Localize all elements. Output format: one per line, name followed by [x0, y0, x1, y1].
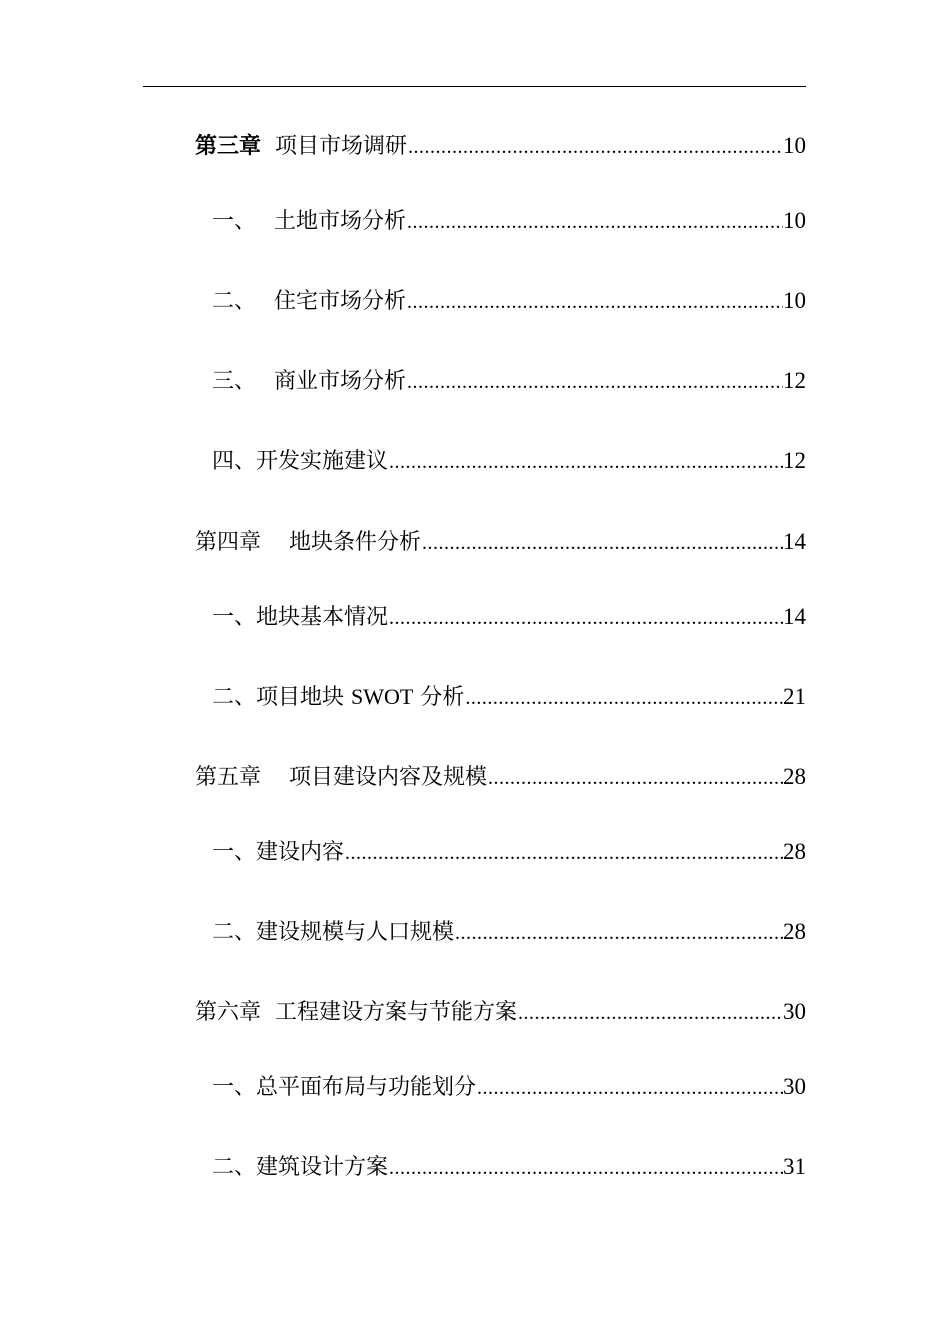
toc-entry-label [212, 371, 406, 393]
section-number: 二、 [212, 685, 257, 710]
section-number: 一、 [212, 840, 257, 865]
toc-section-3-2[interactable] [212, 289, 806, 313]
page-number: 28 [783, 919, 806, 944]
page-number: 21 [783, 684, 806, 709]
toc-entry-label [195, 1002, 517, 1024]
toc-section-4-2[interactable] [212, 685, 806, 709]
section-number: 二、 [212, 289, 257, 314]
section-title: 总平面布局与功能划分 [256, 1075, 477, 1100]
toc-section-5-2[interactable] [212, 920, 806, 944]
toc-entry-label [212, 451, 388, 473]
page-number: 14 [783, 604, 806, 629]
dot-leader [464, 688, 783, 708]
page-number: 30 [783, 999, 806, 1024]
toc-entry-label [212, 1157, 388, 1179]
dot-leader [454, 923, 783, 943]
page-number: 14 [783, 529, 806, 554]
section-title [256, 685, 464, 710]
section-title: 开发实施建议 [256, 449, 389, 474]
dot-leader [421, 533, 783, 553]
section-number: 一、 [212, 1075, 257, 1100]
section-title-part: 项目地块 [256, 685, 345, 710]
chapter-number: 第四章 [195, 530, 262, 555]
page-number: 31 [783, 1154, 806, 1179]
section-title: 建设内容 [256, 840, 345, 865]
toc-entry-label [212, 291, 406, 313]
chapter-title: 地块条件分析 [289, 530, 422, 555]
toc-section-4-1[interactable] [212, 605, 806, 629]
toc-entry-label [212, 842, 344, 864]
section-number: 三、 [212, 369, 257, 394]
toc-section-6-1[interactable] [212, 1075, 806, 1099]
page-number: 28 [783, 764, 806, 789]
toc-entry-label [212, 686, 464, 709]
page-number: 10 [783, 288, 806, 313]
toc-entry-label [195, 532, 421, 554]
section-title: 建筑设计方案 [256, 1155, 389, 1180]
section-number: 二、 [212, 920, 257, 945]
dot-leader [406, 292, 783, 312]
section-number: 一、 [212, 605, 257, 630]
toc-chapter-6[interactable] [195, 1000, 806, 1024]
dot-leader [406, 372, 783, 392]
toc-section-6-2[interactable] [212, 1155, 806, 1179]
toc-entry-label [195, 136, 407, 158]
section-title: 建设规模与人口规模 [256, 920, 455, 945]
chapter-title: 项目市场调研 [275, 134, 408, 159]
toc-chapter-3[interactable] [195, 134, 806, 158]
page-number: 10 [783, 133, 806, 158]
toc-entry-label [212, 1077, 476, 1099]
toc-entry-label [212, 211, 406, 233]
dot-leader [406, 212, 783, 232]
toc-section-3-1[interactable] [212, 209, 806, 233]
toc-entry-label [195, 767, 487, 789]
section-title: 土地市场分析 [274, 209, 407, 234]
toc-chapter-5[interactable] [195, 765, 806, 789]
toc-chapter-4[interactable] [195, 530, 806, 554]
page-number: 30 [783, 1074, 806, 1099]
toc-entry-label [212, 922, 454, 944]
chapter-title: 项目建设内容及规模 [289, 765, 488, 790]
dot-leader [407, 137, 783, 157]
section-number: 四、 [212, 449, 257, 474]
section-title: 住宅市场分析 [274, 289, 407, 314]
section-title: 地块基本情况 [256, 605, 389, 630]
dot-leader [517, 1003, 783, 1023]
chapter-number: 第五章 [195, 765, 262, 790]
dot-leader [476, 1078, 783, 1098]
dot-leader [388, 1158, 783, 1178]
section-title-latin: SWOT [351, 684, 414, 709]
chapter-title: 工程建设方案与节能方案 [275, 1000, 518, 1025]
toc-section-5-1[interactable] [212, 840, 806, 864]
page-number: 12 [783, 448, 806, 473]
toc-section-3-4[interactable] [212, 449, 806, 473]
dot-leader [344, 843, 783, 863]
section-number: 一、 [212, 209, 257, 234]
toc-section-3-3[interactable] [212, 369, 806, 393]
dot-leader [487, 768, 783, 788]
section-title-part: 分析 [420, 685, 465, 710]
section-title: 商业市场分析 [274, 369, 407, 394]
page-number: 10 [783, 208, 806, 233]
chapter-number: 第三章 [195, 134, 262, 159]
toc-entry-label [212, 607, 388, 629]
page-number: 28 [783, 839, 806, 864]
dot-leader [388, 452, 783, 472]
dot-leader [388, 608, 783, 628]
section-number: 二、 [212, 1155, 257, 1180]
chapter-number: 第六章 [195, 1000, 262, 1025]
page-number: 12 [783, 368, 806, 393]
